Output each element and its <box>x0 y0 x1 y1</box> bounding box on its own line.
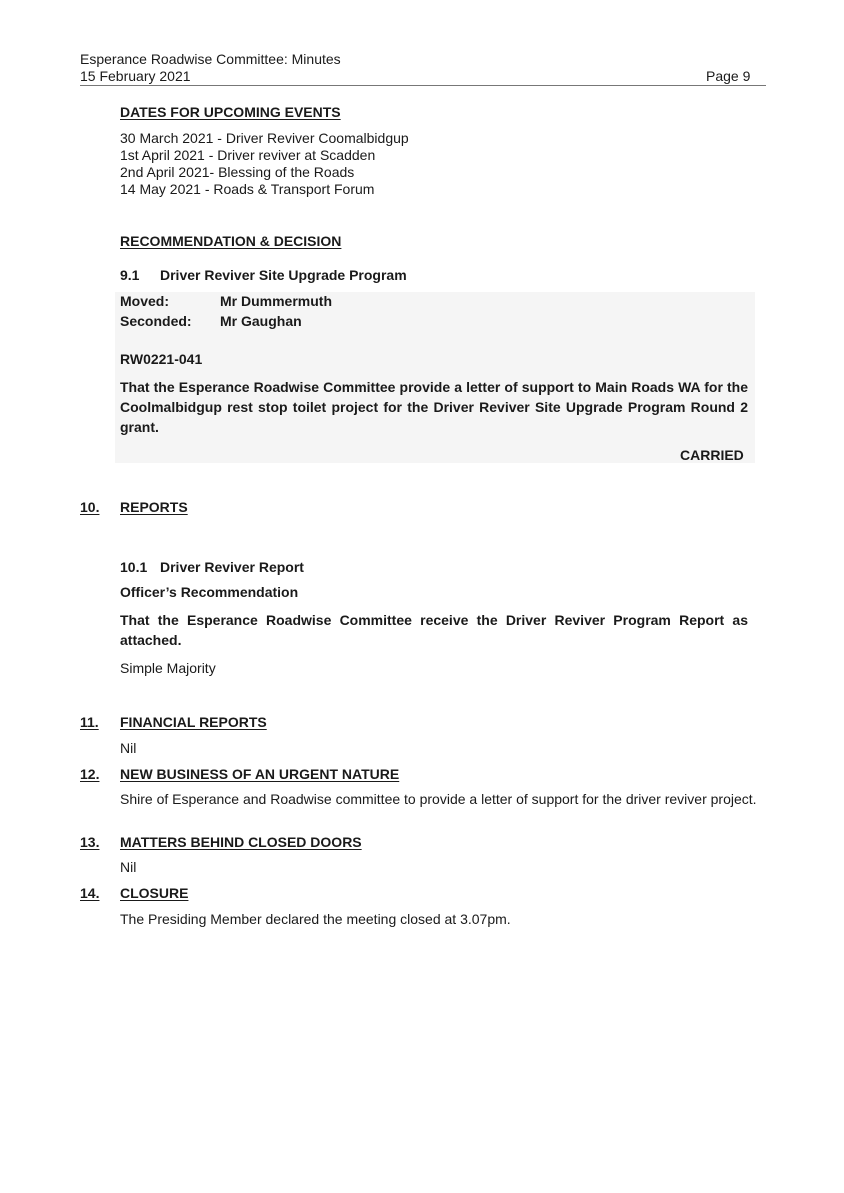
document-title: Esperance Roadwise Committee: Minutes <box>80 51 341 67</box>
subsection-number: 10.1 <box>120 559 148 575</box>
section-body: Nil <box>120 740 137 756</box>
section-body: Shire of Esperance and Roadwise committee to provide a letter of support for the driver reviver project. <box>120 791 757 807</box>
seconded-label: Seconded: <box>120 313 192 329</box>
resolution-text: That the Esperance Roadwise Committee provide a letter of support to Main Roads WA for the Coolmalbidgup rest stop toilet project for the Driver Reviver Site Upgrade Program Round 2 grant. <box>120 379 748 435</box>
item-title: Driver Reviver Site Upgrade Program <box>160 267 407 283</box>
section-number: 12. <box>80 766 100 782</box>
section-title: MATTERS BEHIND CLOSED DOORS <box>120 834 362 850</box>
event-item: 14 May 2021 - Roads & Transport Forum <box>120 181 375 197</box>
item-number: 9.1 <box>120 267 140 283</box>
event-item: 2nd April 2021- Blessing of the Roads <box>120 164 355 180</box>
section-number: 14. <box>80 885 100 901</box>
upcoming-events-heading: DATES FOR UPCOMING EVENTS <box>120 104 341 120</box>
section-number: 11. <box>80 714 99 730</box>
section-title: CLOSURE <box>120 885 189 901</box>
moved-value: Mr Dummermuth <box>220 293 333 309</box>
section-body: The Presiding Member declared the meeting closed at 3.07pm. <box>120 911 511 927</box>
resolution-id: RW0221-041 <box>120 351 203 367</box>
page-number: Page 9 <box>706 68 751 84</box>
header-divider <box>80 85 766 86</box>
recommendation-heading: RECOMMENDATION & DECISION <box>120 233 342 249</box>
section-number: 13. <box>80 834 100 850</box>
section-body: Nil <box>120 859 137 875</box>
carried-status: CARRIED <box>680 447 744 463</box>
document-date: 15 February 2021 <box>80 68 191 84</box>
subsection-title: Driver Reviver Report <box>160 559 304 575</box>
seconded-value: Mr Gaughan <box>220 313 302 329</box>
section-title: FINANCIAL REPORTS <box>120 714 267 730</box>
moved-label: Moved: <box>120 293 169 309</box>
section-title: NEW BUSINESS OF AN URGENT NATURE <box>120 766 400 782</box>
section-number: 10. <box>80 499 100 515</box>
event-item: 1st April 2021 - Driver reviver at Scadden <box>120 147 376 163</box>
section-title: REPORTS <box>120 499 188 515</box>
officer-recommendation-text: That the Esperance Roadwise Committee receive the Driver Reviver Program Report as attached. <box>120 612 748 648</box>
event-item: 30 March 2021 - Driver Reviver Coomalbidgup <box>120 130 409 146</box>
majority-text: Simple Majority <box>120 660 216 676</box>
officer-recommendation-label: Officer’s Recommendation <box>120 584 299 600</box>
